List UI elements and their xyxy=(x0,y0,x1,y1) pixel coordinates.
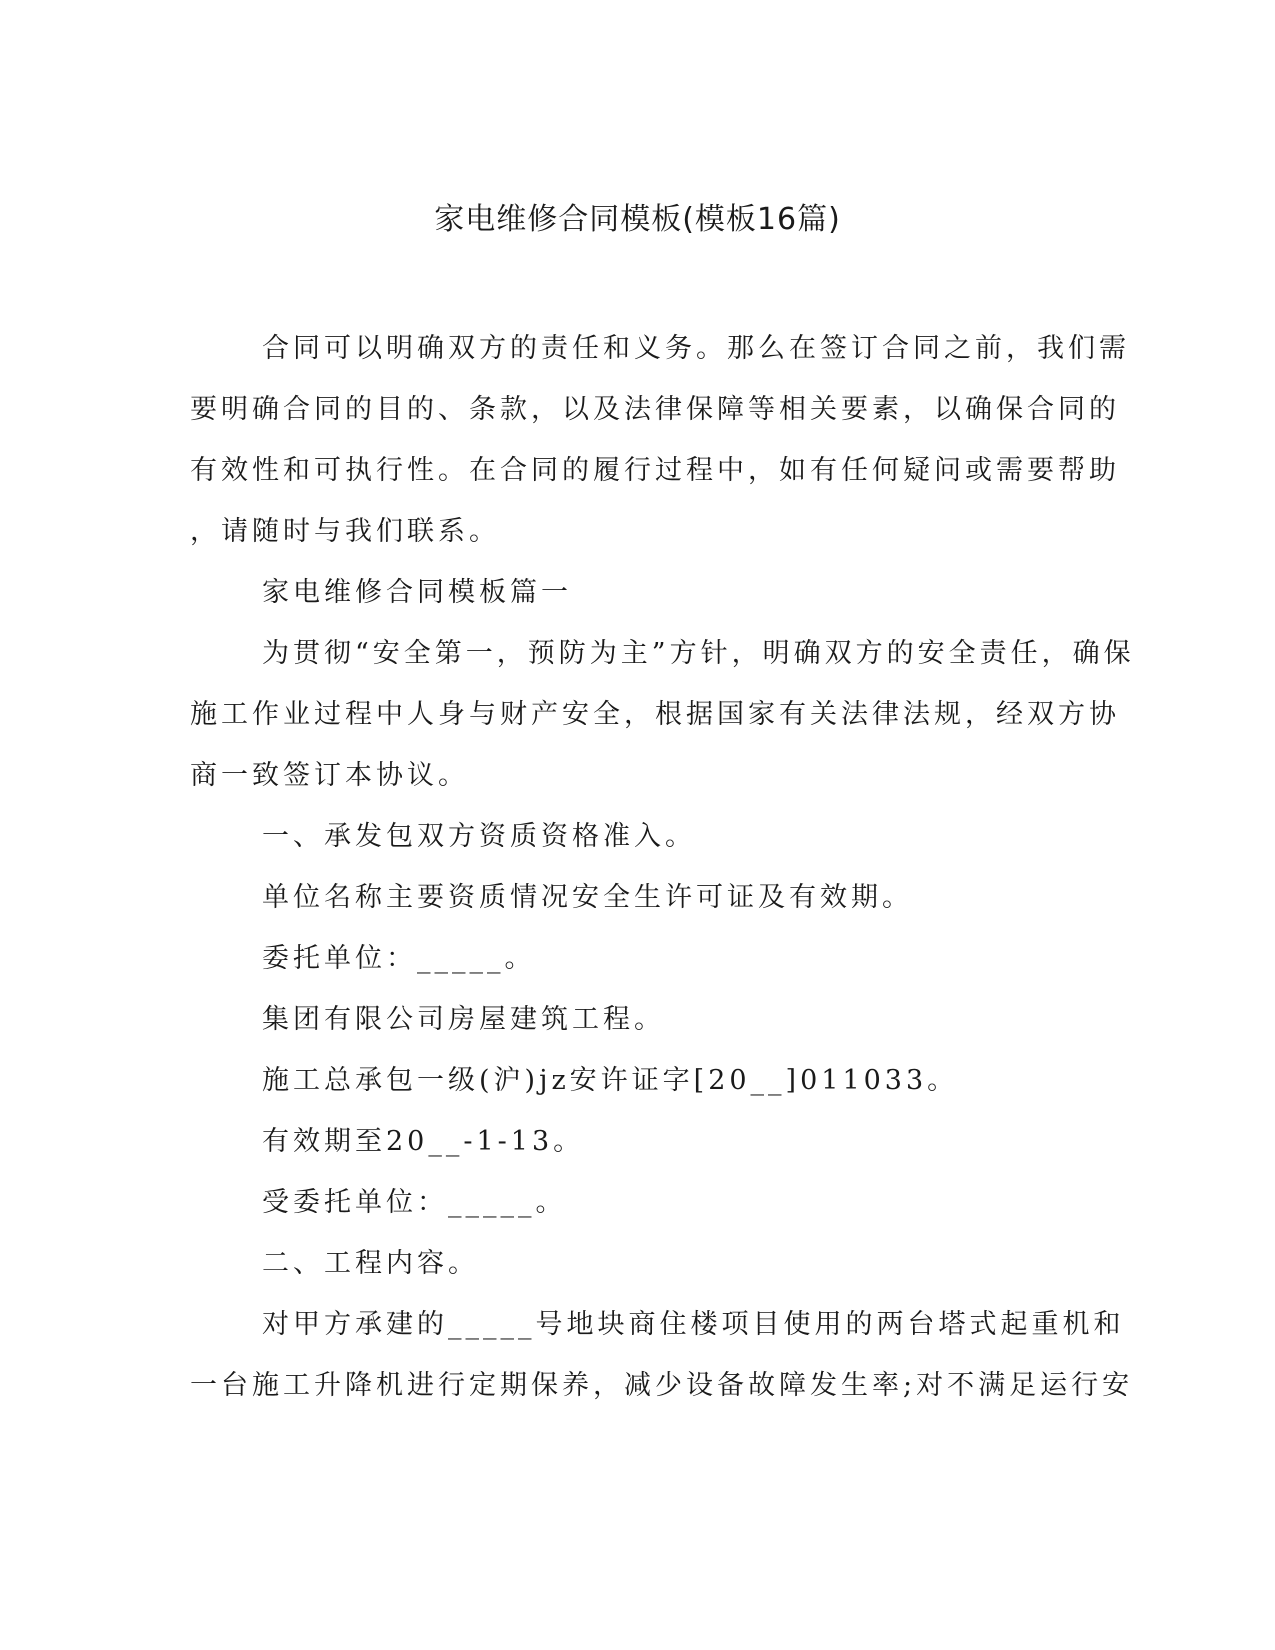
document-body xyxy=(190,318,1135,1416)
entrusting-party-line: 委托单位：_____。 xyxy=(262,943,536,974)
purpose-line-2: 施工作业过程中人身与财产安全，根据国家有关法律法规，经双方协 xyxy=(190,699,1120,730)
clause-2-line-2: 一台施工升降机进行定期保养，减少设备故障发生率;对不满足运行安 xyxy=(190,1370,1134,1401)
clause-2-line-1: 对甲方承建的_____号地块商住楼项目使用的两台塔式起重机和 xyxy=(262,1309,1125,1340)
intro-line-1: 合同可以明确双方的责任和义务。那么在签订合同之前，我们需 xyxy=(262,333,1130,364)
purpose-line-1: 为贯彻“安全第一，预防为主”方针，明确双方的安全责任，确保 xyxy=(262,638,1135,669)
document-title: 家电维修合同模板(模板16篇) xyxy=(434,202,841,237)
intro-line-3: 有效性和可执行性。在合同的履行过程中，如有任何疑问或需要帮助 xyxy=(190,455,1120,486)
intro-line-4: ，请随时与我们联系。 xyxy=(190,516,500,547)
company-line: 集团有限公司房屋建筑工程。 xyxy=(262,1004,665,1035)
intro-line-2: 要明确合同的目的、条款，以及法律保障等相关要素，以确保合同的 xyxy=(190,394,1120,425)
section-heading: 家电维修合同模板篇一 xyxy=(262,577,572,608)
clause-2-heading: 二、工程内容。 xyxy=(262,1248,479,1279)
license-line: 施工总承包一级(沪)jz安许证字[20__]011033。 xyxy=(262,1065,959,1096)
clause-1-heading: 一、承发包双方资质资格准入。 xyxy=(262,821,696,852)
clause-1-line: 单位名称主要资质情况安全生许可证及有效期。 xyxy=(262,882,913,913)
entrusted-party-line: 受委托单位：_____。 xyxy=(262,1187,567,1218)
purpose-line-3: 商一致签订本协议。 xyxy=(190,760,469,791)
validity-line: 有效期至20__-1-13。 xyxy=(262,1126,585,1157)
